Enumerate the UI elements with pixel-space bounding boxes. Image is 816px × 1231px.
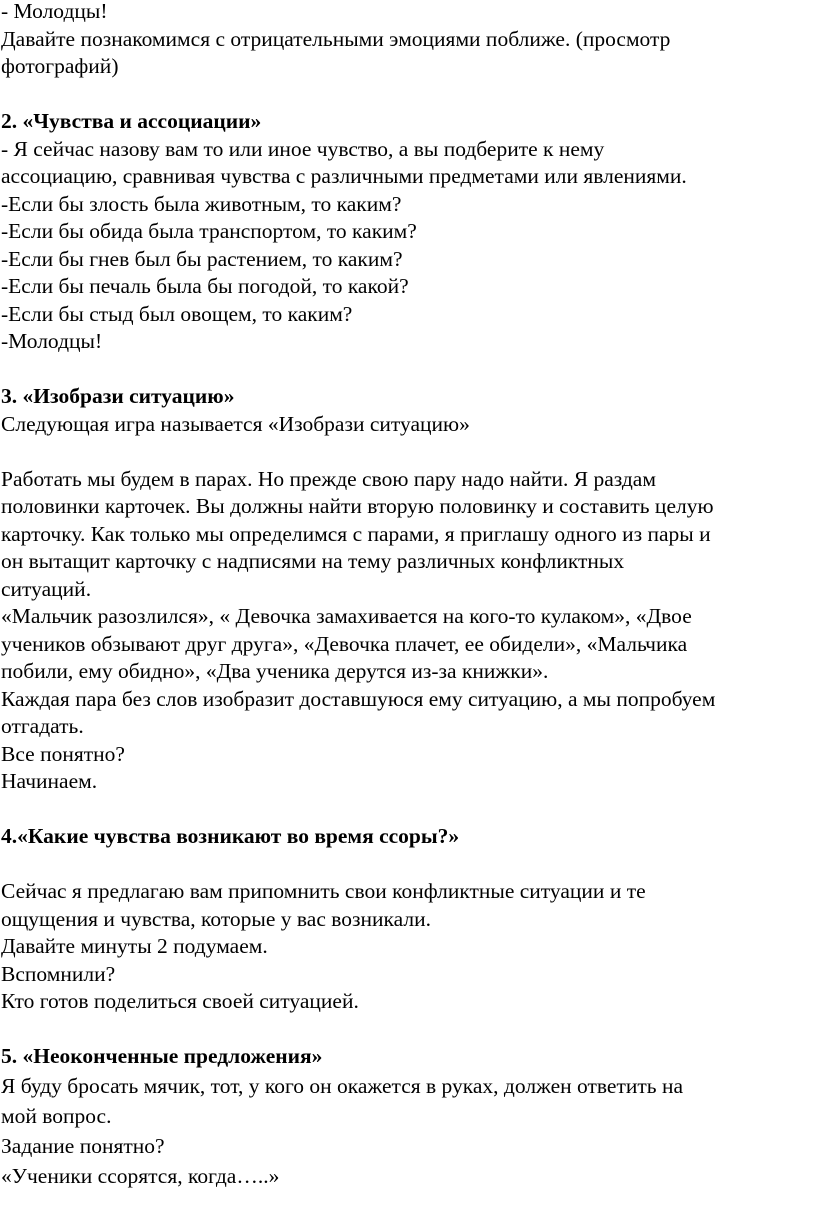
question-line: -Если бы злость была животным, то каким?: [1, 191, 402, 216]
section-heading: 4.«Какие чувства возникают во время ссоры?»: [1, 824, 460, 848]
section-heading: 3. «Изобрази ситуацию»: [1, 384, 235, 408]
spacer: [1, 81, 816, 109]
paragraph-line: ассоциацию, сравнивая чувства с различными предметами или явлениями.: [1, 164, 687, 188]
spacer: [1, 438, 816, 466]
paragraph-line: - Я сейчас назову вам то или иное чувство, а вы подберите к нему: [1, 136, 605, 161]
paragraph-line: «Мальчик разозлился», « Девочка замахивается на кого-то кулаком», «Двое: [1, 604, 692, 628]
paragraph-line: «Ученики ссорятся, когда…..»: [1, 1163, 280, 1188]
section-feelings-during-quarrel: [1, 823, 816, 1016]
paragraph-line: Сейчас я предлагаю вам припомнить свои конфликтные ситуации и те: [1, 879, 646, 903]
spacer: [1, 851, 816, 879]
paragraph-line: ощущения и чувства, которые у вас возникали.: [1, 906, 431, 931]
question-line: -Если бы обида была транспортом, то каким?: [1, 219, 417, 243]
paragraph-line: побили, ему обидно», «Два ученика дерутся из-за книжки».: [1, 659, 549, 683]
paragraph-line: карточку. Как только мы определимся с парами, я приглашу одного из пары и: [1, 521, 711, 546]
paragraph-line: Все понятно?: [1, 741, 125, 766]
section-depict-situation: [1, 383, 816, 796]
paragraph-line: он вытащит карточку с надписями на тему различных конфликтных: [1, 549, 625, 573]
intro-line: Давайте познакомимся с отрицательными эмоциями поближе. (просмотр: [1, 26, 671, 51]
intro-section: [1, 0, 816, 81]
paragraph-line: Каждая пара без слов изобразит доставшуюся ему ситуацию, а мы попробуем: [1, 686, 716, 711]
paragraph-line: Давайте минуты 2 подумаем.: [1, 934, 268, 958]
intro-line: фотографий): [1, 54, 119, 78]
paragraph-line: мой вопрос.: [1, 1103, 112, 1128]
paragraph-line: Я буду бросать мячик, тот, у кого он окажется в руках, должен ответить на: [1, 1073, 684, 1098]
spacer: [1, 796, 816, 824]
paragraph-line: отгадать.: [1, 714, 84, 738]
spacer: [1, 356, 816, 384]
section-feelings-associations: [1, 108, 816, 356]
paragraph-line: половинки карточек. Вы должны найти вторую половинку и составить целую: [1, 494, 714, 518]
paragraph-line: Кто готов поделиться своей ситуацией.: [1, 989, 359, 1013]
paragraph-line: Вспомнили?: [1, 961, 116, 986]
question-line: -Если бы печаль была бы погодой, то какой?: [1, 274, 409, 298]
question-line: -Если бы стыд был овощем, то каким?: [1, 301, 353, 326]
spacer: [1, 1016, 816, 1044]
paragraph-line: Начинаем.: [1, 769, 98, 793]
paragraph-line: ситуаций.: [1, 576, 92, 601]
intro-praise: - Молодцы!: [1, 0, 108, 23]
paragraph-line: Следующая игра называется «Изобрази ситуацию»: [1, 411, 470, 436]
paragraph-line: учеников обзывают друг друга», «Девочка плачет, ее обидели», «Мальчика: [1, 631, 688, 656]
paragraph-line: Работать мы будем в парах. Но прежде свою пару надо найти. Я раздам: [1, 466, 656, 491]
question-line: -Если бы гнев был бы растением, то каким?: [1, 246, 403, 271]
section-heading: 5. «Неоконченные предложения»: [1, 1044, 323, 1068]
paragraph-line: -Молодцы!: [1, 329, 103, 353]
section-unfinished-sentences: [1, 1043, 816, 1191]
paragraph-line: Задание понятно?: [1, 1133, 165, 1158]
section-heading: 2. «Чувства и ассоциации»: [1, 109, 262, 133]
